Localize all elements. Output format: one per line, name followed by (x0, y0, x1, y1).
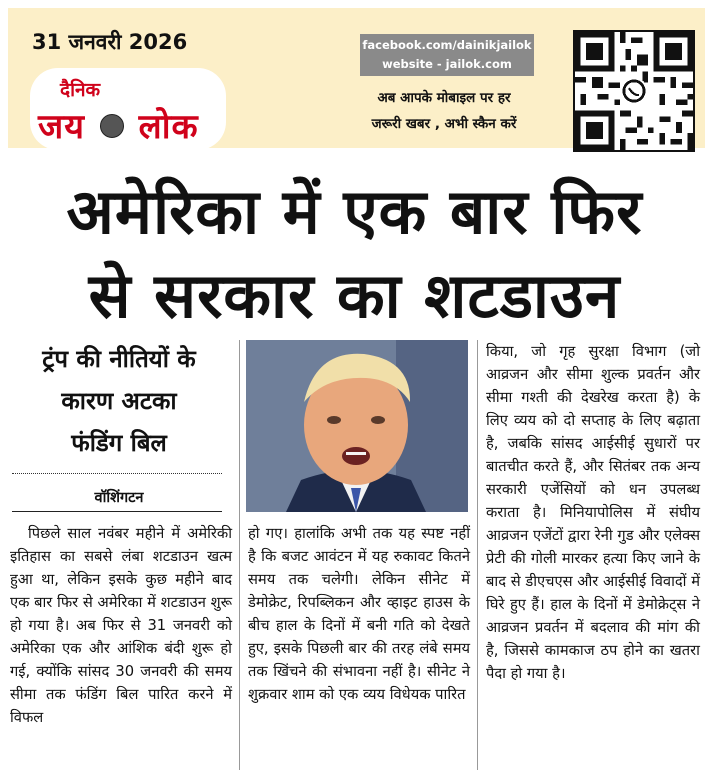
newspaper-logo[interactable] (30, 68, 226, 150)
divider (12, 473, 222, 474)
headline-line-2: से सरकार का शटडाउन (88, 259, 621, 332)
logo-main-text (38, 102, 199, 148)
issue-date: 31 जनवरी 2026 (32, 30, 188, 54)
headline-line-1: अमेरिका में एक बार फिर (66, 175, 643, 248)
column-1-text: पिछले साल नवंबर महीने में अमेरिकी इतिहास का सबसे लंबा शटडाउन खत्म हुआ था, लेकिन इसके कुछ महीने बाद एक बार फिर से अमेरिका में शटडाउन शुरू हो गया है। अब फिर से 31 जनवरी को अमेरिका एक और आंशिक बंदी शुरू हो गई, क्योंकि सांसद 30 जनवरी की समय सीमा तक फंडिंग बिल पारित करने में विफल (10, 525, 232, 726)
logo-small-text: दैनिक (60, 79, 101, 101)
dateline: वॉशिंगटन (94, 490, 144, 506)
website-link[interactable]: website - jailok.com (382, 57, 512, 71)
qr-code-icon[interactable] (573, 30, 695, 152)
subhead-line-1: ट्रंप की नीतियों के (42, 345, 196, 373)
article-column-1 (10, 522, 232, 729)
article-photo (246, 340, 468, 512)
divider (12, 511, 222, 512)
column-rule (477, 340, 478, 770)
masthead (8, 8, 705, 148)
scan-prompt-line2: जरूरी खबर , अभी स्कैन करें (371, 116, 517, 132)
logo-right-word: लोक (138, 107, 199, 147)
article-column-3: किया, जो गृह सुरक्षा विभाग (जो आव्रजन और सीमा शुल्क प्रवर्तन और सीमा गश्ती की देखरेख करता है) के लिए व्यय को दो सप्ताह के लिए बढ़ाता है, जबकि सांसद आईसीई सुधारों पर बातचीत करते हैं, और सितंबर तक अन्य सरकारी एजेंसियों को धन उपलब्ध कराता है। मिनियापोलिस में संघीय आव्रजन एजेंटों द्वारा रेनी गुड और एलेक्स प्रेटी की गोली मारकर हत्या किए जाने के बाद से डीएचएस और आईसीई विवादों में घिरे हुए हैं। हाल के दिनों में डेमोक्रेट्स ने आव्रजन प्रवर्तन में बदलाव की मांग की है, जिससे कामकाज ठप होने का खतरा पैदा हो गया है। (486, 343, 700, 682)
subhead-line-3: फंडिंग बिल (71, 429, 167, 457)
scan-prompt-line1: अब आपके मोबाइल पर हर (377, 90, 511, 106)
logo-left-word: जय (38, 107, 85, 147)
globe-icon (100, 114, 124, 138)
column-rule (239, 340, 240, 770)
subhead-line-2: कारण अटका (61, 387, 177, 415)
social-links-box (360, 34, 534, 76)
article-column-2: हो गए। हालांकि अभी तक यह स्पष्ट नहीं है कि बजट आवंटन में यह रुकावट कितने समय तक चलेगी। लेकिन सीनेट में डेमोक्रेट, रिपब्लिकन और व्हाइट हाउस के बीच हाल के दिनों में बनी गति को देखते हुए, इसके पिछली बार की तरह लंबे समय तक खिंचने की संभावना नहीं है। सीनेट ने शुक्रवार शाम को एक व्यय विधेयक पारित (248, 525, 470, 703)
facebook-link[interactable]: facebook.com/dainikjailok (362, 38, 532, 52)
